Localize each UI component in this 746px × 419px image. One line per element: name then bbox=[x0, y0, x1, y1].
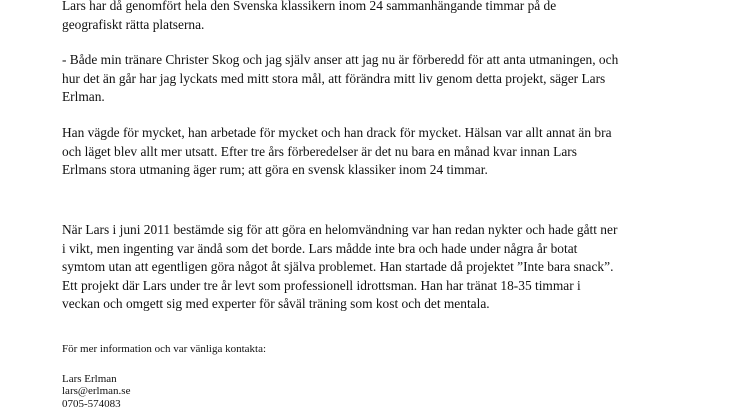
text-line: Lars har då genomfört hela den Svenska klassikern inom 24 sammanhängande timmar på de bbox=[62, 0, 557, 13]
contact-email: lars@erlman.se bbox=[62, 385, 131, 398]
contact-intro: För mer information och var vänliga kontakta: bbox=[62, 343, 267, 355]
contact-name: Lars Erlman bbox=[62, 373, 117, 385]
text-line: och läget blev allt mer utsatt. Efter tre års förberedelser är det nu bara en månad kvar innan Lars bbox=[62, 143, 577, 159]
text-line: veckan och omgett sig med experter för såväl träning som kost och det mentala. bbox=[62, 296, 490, 312]
paragraph-turning-point bbox=[62, 221, 617, 314]
text-line: Erlman. bbox=[62, 89, 105, 105]
text-line: När Lars i juni 2011 bestämde sig för att göra en helomvändning var han redan nykter och hade gått ner bbox=[62, 222, 618, 237]
text-line: geografiskt rätta platserna. bbox=[62, 16, 205, 32]
text-line: hur det än går har jag lyckats med mitt stora mål, att förändra mitt liv genom detta projekt, säger Lars bbox=[62, 70, 606, 86]
paragraph-intro bbox=[62, 0, 556, 34]
text-line: Ett projekt där Lars under tre år levt som professionell idrottsman. Han har tränat 18-35 timmar i bbox=[62, 277, 581, 293]
text-line: i vikt, men ingenting var ändå som det borde. Lars mådde inte bra och hade under några år botat bbox=[62, 240, 578, 256]
text-line: symtom utan att egentligen göra något åt själva problemet. Han startade då projektet ”Inte bara snack”. bbox=[62, 259, 614, 275]
text-line: Han vägde för mycket, han arbetade för mycket och han drack för mycket. Hälsan var allt annat än bra bbox=[62, 125, 612, 140]
text-line: - Både min tränare Christer Skog och jag själv anser att jag nu är förberedd för att anta utmaningen, och bbox=[62, 52, 619, 67]
contact-details bbox=[62, 373, 130, 410]
paragraph-quote bbox=[62, 51, 618, 107]
paragraph-health bbox=[62, 124, 612, 180]
text-line: Erlmans stora utmaning äger rum; att göra en svensk klassiker inom 24 timmar. bbox=[62, 162, 488, 178]
contact-phone: 0705-574083 bbox=[62, 397, 121, 410]
